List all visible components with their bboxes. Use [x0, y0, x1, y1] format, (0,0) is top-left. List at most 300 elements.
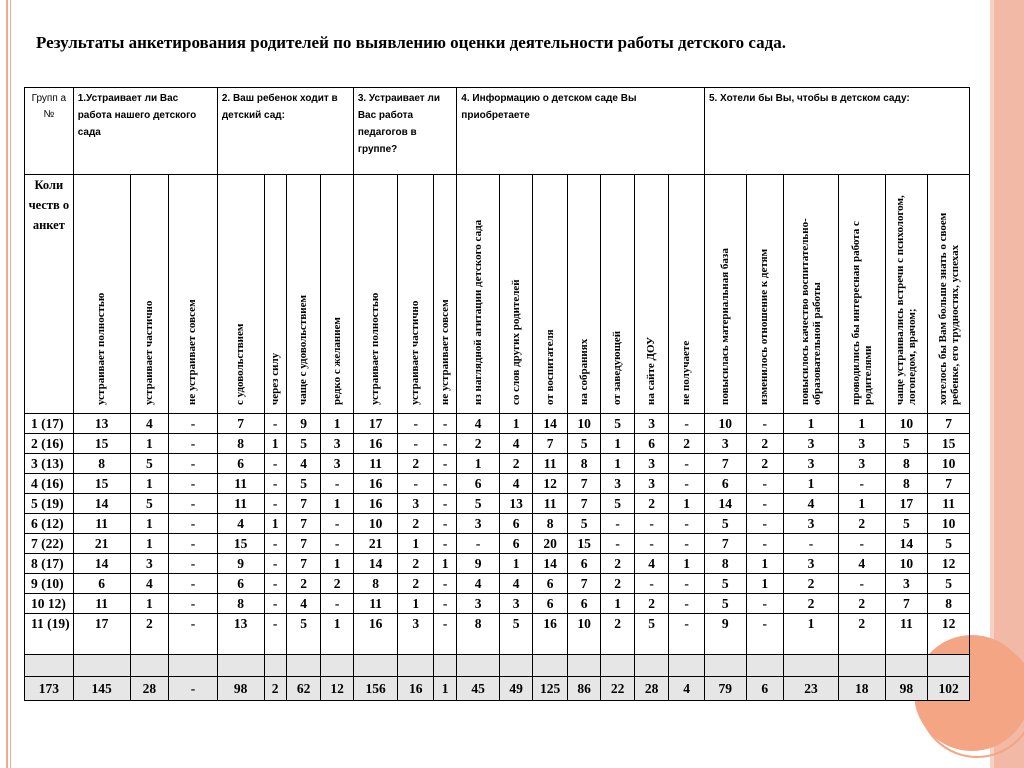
answer-header-4-2	[499, 175, 532, 414]
answer-header-5-4	[838, 175, 885, 414]
group-cell: 7 (22)	[25, 534, 74, 554]
value-cell: 6	[499, 534, 532, 554]
answer-header-text: от воспитателя	[543, 329, 556, 405]
value-cell: 16	[353, 434, 398, 454]
empty-cell	[433, 655, 456, 677]
table-row	[25, 574, 970, 594]
answer-header-4-1	[457, 175, 500, 414]
value-cell: 5	[286, 474, 321, 494]
value-cell: 11	[533, 494, 568, 514]
value-cell: 5	[885, 514, 928, 534]
empty-cell	[457, 655, 500, 677]
value-cell: 11	[533, 454, 568, 474]
value-cell: 1	[130, 534, 169, 554]
value-cell: 5	[286, 434, 321, 454]
answer-header-4-4	[567, 175, 600, 414]
value-cell: 4	[499, 474, 532, 494]
value-cell: 4	[634, 554, 669, 574]
value-cell: 5	[704, 574, 746, 594]
value-cell: 15	[567, 534, 600, 554]
group-cell: 5 (19)	[25, 494, 74, 514]
value-cell: 3	[704, 434, 746, 454]
total-value-cell: 18	[838, 677, 885, 701]
group-cell: 1 (17)	[25, 414, 74, 434]
value-cell: 16	[353, 494, 398, 514]
total-value-cell: 98	[217, 677, 264, 701]
value-cell: 6	[217, 454, 264, 474]
value-cell: -	[433, 434, 456, 454]
value-cell: 9	[704, 614, 746, 655]
table-row	[25, 514, 970, 534]
table-row	[25, 474, 970, 494]
empty-cell	[73, 655, 130, 677]
group-cell: 9 (10)	[25, 574, 74, 594]
answer-header-text: не устраивает совсем	[186, 299, 199, 405]
value-cell: 6	[533, 574, 568, 594]
value-cell: -	[398, 414, 434, 434]
value-cell: 3	[784, 514, 839, 534]
value-cell: 20	[533, 534, 568, 554]
value-cell: 7	[286, 494, 321, 514]
value-cell: -	[398, 434, 434, 454]
table-row	[25, 454, 970, 474]
value-cell: 7	[533, 434, 568, 454]
value-cell: -	[264, 414, 286, 434]
value-cell: 15	[73, 474, 130, 494]
empty-cell	[25, 655, 74, 677]
value-cell: -	[398, 474, 434, 494]
answer-header-5-6	[928, 175, 970, 414]
value-cell: 3	[634, 414, 669, 434]
question-header-3: 3. Устраивает ли Вас работа педагогов в группе?	[353, 88, 456, 175]
value-cell: 4	[784, 494, 839, 514]
value-cell: 8	[457, 614, 500, 655]
total-value-cell: 22	[601, 677, 634, 701]
value-cell: -	[669, 414, 705, 434]
value-cell: 7	[928, 474, 970, 494]
value-cell: -	[669, 534, 705, 554]
value-cell: 10	[704, 414, 746, 434]
value-cell: -	[433, 414, 456, 434]
value-cell: -	[634, 514, 669, 534]
value-cell: 1	[601, 594, 634, 614]
value-cell: 11	[73, 514, 130, 534]
answer-header-5-3	[784, 175, 839, 414]
value-cell: 5	[704, 594, 746, 614]
value-cell: -	[601, 514, 634, 534]
value-cell: 3	[499, 594, 532, 614]
value-cell: 3	[130, 554, 169, 574]
value-cell: 2	[398, 514, 434, 534]
value-cell: 6	[567, 594, 600, 614]
total-value-cell: 156	[353, 677, 398, 701]
value-cell: -	[746, 594, 784, 614]
value-cell: 15	[928, 434, 970, 454]
answer-header-text: устраивает полностью	[369, 292, 382, 405]
answer-header-2-3	[286, 175, 321, 414]
total-value-cell: 12	[321, 677, 354, 701]
value-cell: 16	[353, 474, 398, 494]
empty-cell	[533, 655, 568, 677]
value-cell: -	[169, 414, 218, 434]
empty-cell	[321, 655, 354, 677]
value-cell: 3	[457, 594, 500, 614]
value-cell: 1	[499, 554, 532, 574]
value-cell: 2	[601, 614, 634, 655]
empty-cell	[838, 655, 885, 677]
question-header-1: 1.Устраивает ли Вас работа нашего детского сада	[73, 88, 217, 175]
value-cell: 7	[885, 594, 928, 614]
value-cell: 6	[499, 514, 532, 534]
value-cell: -	[746, 614, 784, 655]
value-cell: 11	[353, 454, 398, 474]
table-row	[25, 594, 970, 614]
value-cell: 8	[353, 574, 398, 594]
value-cell: 21	[73, 534, 130, 554]
value-cell: -	[838, 474, 885, 494]
value-cell: 2	[634, 594, 669, 614]
value-cell: 3	[838, 434, 885, 454]
value-cell: 2	[398, 554, 434, 574]
total-row	[25, 677, 970, 701]
total-value-cell: 23	[784, 677, 839, 701]
value-cell: 7	[567, 494, 600, 514]
value-cell: 8	[73, 454, 130, 474]
value-cell: 5	[704, 514, 746, 534]
total-value-cell: 1	[433, 677, 456, 701]
value-cell: -	[784, 534, 839, 554]
question-header-4: 4. Информацию о детском саде Вы приобретаете	[457, 88, 705, 175]
value-cell: 5	[601, 494, 634, 514]
value-cell: 4	[130, 414, 169, 434]
value-cell: -	[433, 614, 456, 655]
value-cell: 4	[286, 594, 321, 614]
value-cell: 3	[457, 514, 500, 534]
total-value-cell: 16	[398, 677, 434, 701]
empty-cell	[885, 655, 928, 677]
value-cell: 1	[321, 494, 354, 514]
value-cell: 7	[217, 414, 264, 434]
table-row	[25, 554, 970, 574]
value-cell: 1	[321, 414, 354, 434]
answer-header-1-1	[73, 175, 130, 414]
table-row	[25, 614, 970, 655]
total-value-cell: 125	[533, 677, 568, 701]
answer-header-text: с удовольствием	[234, 323, 247, 405]
value-cell: 10	[353, 514, 398, 534]
value-cell: 3	[601, 474, 634, 494]
value-cell: 12	[928, 614, 970, 655]
value-cell: 3	[784, 434, 839, 454]
answer-header-text: редко с желанием	[330, 317, 343, 405]
value-cell: 8	[885, 454, 928, 474]
value-cell: -	[169, 474, 218, 494]
total-value-cell: -	[169, 677, 218, 701]
value-cell: 1	[499, 414, 532, 434]
value-cell: 1	[784, 414, 839, 434]
value-cell: 7	[928, 414, 970, 434]
value-cell: -	[169, 534, 218, 554]
value-cell: -	[669, 454, 705, 474]
value-cell: 6	[457, 474, 500, 494]
value-cell: -	[169, 594, 218, 614]
value-cell: -	[433, 594, 456, 614]
total-value-cell: 6	[746, 677, 784, 701]
value-cell: 6	[704, 474, 746, 494]
value-cell: 2	[321, 574, 354, 594]
subheader-row	[25, 175, 970, 414]
group-cell: 3 (13)	[25, 454, 74, 474]
question-header-5: 5. Хотели бы Вы, чтобы в детском саду:	[704, 88, 969, 175]
value-cell: -	[169, 454, 218, 474]
value-cell: 2	[499, 454, 532, 474]
empty-cell	[784, 655, 839, 677]
value-cell: 14	[704, 494, 746, 514]
value-cell: -	[746, 494, 784, 514]
value-cell: 12	[928, 554, 970, 574]
value-cell: 6	[567, 554, 600, 574]
value-cell: 2	[838, 614, 885, 655]
value-cell: 13	[73, 414, 130, 434]
value-cell: 11	[217, 494, 264, 514]
value-cell: -	[634, 574, 669, 594]
value-cell: -	[433, 534, 456, 554]
value-cell: 1	[601, 434, 634, 454]
value-cell: 5	[499, 614, 532, 655]
value-cell: -	[321, 514, 354, 534]
value-cell: 5	[457, 494, 500, 514]
answer-header-text: чаще с удовольствием	[297, 295, 310, 405]
value-cell: 5	[885, 434, 928, 454]
group-cell: 8 (17)	[25, 554, 74, 574]
total-value-cell: 145	[73, 677, 130, 701]
answer-header-3-2	[398, 175, 434, 414]
empty-cell	[928, 655, 970, 677]
value-cell: 3	[885, 574, 928, 594]
answer-header-text: устраивает частично	[409, 300, 422, 405]
value-cell: -	[321, 474, 354, 494]
answer-header-3-3	[433, 175, 456, 414]
value-cell: 10	[567, 414, 600, 434]
value-cell: 3	[784, 454, 839, 474]
header-row	[25, 88, 970, 175]
total-value-cell: 49	[499, 677, 532, 701]
value-cell: 8	[928, 594, 970, 614]
value-cell: 17	[885, 494, 928, 514]
answer-header-text: на собраниях	[577, 338, 590, 405]
value-cell: 4	[499, 434, 532, 454]
value-cell: 8	[217, 434, 264, 454]
value-cell: 5	[567, 514, 600, 534]
value-cell: 6	[73, 574, 130, 594]
value-cell: 16	[353, 614, 398, 655]
value-cell: 1	[669, 554, 705, 574]
answer-header-text: проводились бы интересная работа с родителями	[849, 221, 874, 405]
value-cell: 2	[784, 574, 839, 594]
empty-cell	[499, 655, 532, 677]
answer-header-4-6	[634, 175, 669, 414]
answer-header-4-3	[533, 175, 568, 414]
value-cell: 3	[321, 434, 354, 454]
table-row	[25, 534, 970, 554]
value-cell: 2	[838, 594, 885, 614]
total-value-cell: 62	[286, 677, 321, 701]
value-cell: 2	[746, 454, 784, 474]
value-cell: -	[669, 614, 705, 655]
value-cell: -	[838, 534, 885, 554]
value-cell: 13	[499, 494, 532, 514]
value-cell: -	[264, 494, 286, 514]
value-cell: 1	[838, 414, 885, 434]
value-cell: 1	[130, 434, 169, 454]
value-cell: 8	[567, 454, 600, 474]
value-cell: 2	[130, 614, 169, 655]
value-cell: -	[457, 534, 500, 554]
value-cell: -	[669, 514, 705, 534]
value-cell: 10	[885, 554, 928, 574]
value-cell: 3	[321, 454, 354, 474]
empty-cell	[669, 655, 705, 677]
total-value-cell: 2	[264, 677, 286, 701]
value-cell: 13	[217, 614, 264, 655]
value-cell: 1	[746, 554, 784, 574]
answer-header-text: чаще устраивались встречи с психологом, логопедом, врачом;	[894, 195, 919, 405]
value-cell: 7	[567, 574, 600, 594]
value-cell: 1	[398, 594, 434, 614]
value-cell: 1	[264, 514, 286, 534]
value-cell: 17	[353, 414, 398, 434]
value-cell: 11	[73, 594, 130, 614]
answer-header-text: из наглядной агитации детского сада	[471, 219, 484, 405]
value-cell: 11	[353, 594, 398, 614]
value-cell: 7	[286, 514, 321, 534]
value-cell: -	[264, 534, 286, 554]
total-value-cell: 86	[567, 677, 600, 701]
value-cell: 3	[634, 454, 669, 474]
value-cell: 10	[567, 614, 600, 655]
empty-row	[25, 655, 970, 677]
empty-cell	[130, 655, 169, 677]
value-cell: 4	[130, 574, 169, 594]
empty-cell	[286, 655, 321, 677]
value-cell: 2	[601, 554, 634, 574]
value-cell: -	[321, 594, 354, 614]
value-cell: 11	[928, 494, 970, 514]
value-cell: 10	[885, 414, 928, 434]
value-cell: 2	[838, 514, 885, 534]
value-cell: 7	[286, 534, 321, 554]
answer-header-5-2	[746, 175, 784, 414]
value-cell: 1	[130, 594, 169, 614]
empty-cell	[217, 655, 264, 677]
decor-line-left-2	[10, 0, 11, 768]
answer-header-text: не получаете	[680, 340, 693, 405]
value-cell: 7	[286, 554, 321, 574]
value-cell: 5	[130, 454, 169, 474]
group-number-header: Групп а №	[25, 88, 74, 175]
empty-cell	[704, 655, 746, 677]
answer-header-2-2	[264, 175, 286, 414]
value-cell: 4	[217, 514, 264, 534]
answer-header-5-1	[704, 175, 746, 414]
value-cell: -	[669, 474, 705, 494]
value-cell: 2	[286, 574, 321, 594]
value-cell: 2	[634, 494, 669, 514]
value-cell: -	[433, 514, 456, 534]
group-cell: 6 (12)	[25, 514, 74, 534]
empty-cell	[567, 655, 600, 677]
answer-header-2-1	[217, 175, 264, 414]
empty-cell	[353, 655, 398, 677]
value-cell: -	[433, 494, 456, 514]
value-cell: 6	[217, 574, 264, 594]
value-cell: 5	[928, 534, 970, 554]
value-cell: -	[433, 474, 456, 494]
value-cell: 21	[353, 534, 398, 554]
value-cell: 4	[286, 454, 321, 474]
value-cell: 1	[784, 474, 839, 494]
value-cell: -	[264, 454, 286, 474]
value-cell: 6	[533, 594, 568, 614]
value-cell: -	[746, 414, 784, 434]
value-cell: 4	[499, 574, 532, 594]
value-cell: 12	[533, 474, 568, 494]
value-cell: -	[169, 554, 218, 574]
value-cell: -	[264, 574, 286, 594]
value-cell: -	[169, 434, 218, 454]
value-cell: 5	[286, 614, 321, 655]
total-value-cell: 28	[634, 677, 669, 701]
answer-header-text: устраивает полностью	[95, 292, 108, 405]
value-cell: -	[169, 574, 218, 594]
value-cell: 14	[533, 414, 568, 434]
value-cell: -	[433, 574, 456, 594]
value-cell: -	[634, 534, 669, 554]
value-cell: 14	[885, 534, 928, 554]
value-cell: 2	[398, 454, 434, 474]
value-cell: 5	[567, 434, 600, 454]
value-cell: 2	[669, 434, 705, 454]
value-cell: 1	[457, 454, 500, 474]
value-cell: -	[669, 574, 705, 594]
value-cell: 5	[928, 574, 970, 594]
value-cell: 4	[457, 574, 500, 594]
value-cell: -	[264, 474, 286, 494]
value-cell: 1	[433, 554, 456, 574]
group-cell: 2 (16)	[25, 434, 74, 454]
survey-results-table	[24, 87, 970, 701]
value-cell: 10	[928, 454, 970, 474]
value-cell: 1	[784, 614, 839, 655]
value-cell: 1	[130, 474, 169, 494]
answer-header-1-2	[130, 175, 169, 414]
value-cell: 2	[601, 574, 634, 594]
value-cell: -	[264, 594, 286, 614]
value-cell: -	[169, 514, 218, 534]
total-value-cell: 102	[928, 677, 970, 701]
total-value-cell: 98	[885, 677, 928, 701]
value-cell: 14	[73, 554, 130, 574]
value-cell: -	[169, 614, 218, 655]
question-header-2: 2. Ваш ребенок ходит в детский сад:	[217, 88, 353, 175]
value-cell: 1	[321, 614, 354, 655]
value-cell: 9	[217, 554, 264, 574]
value-cell: 5	[601, 414, 634, 434]
table-row	[25, 494, 970, 514]
empty-cell	[398, 655, 434, 677]
value-cell: -	[746, 474, 784, 494]
value-cell: -	[601, 534, 634, 554]
